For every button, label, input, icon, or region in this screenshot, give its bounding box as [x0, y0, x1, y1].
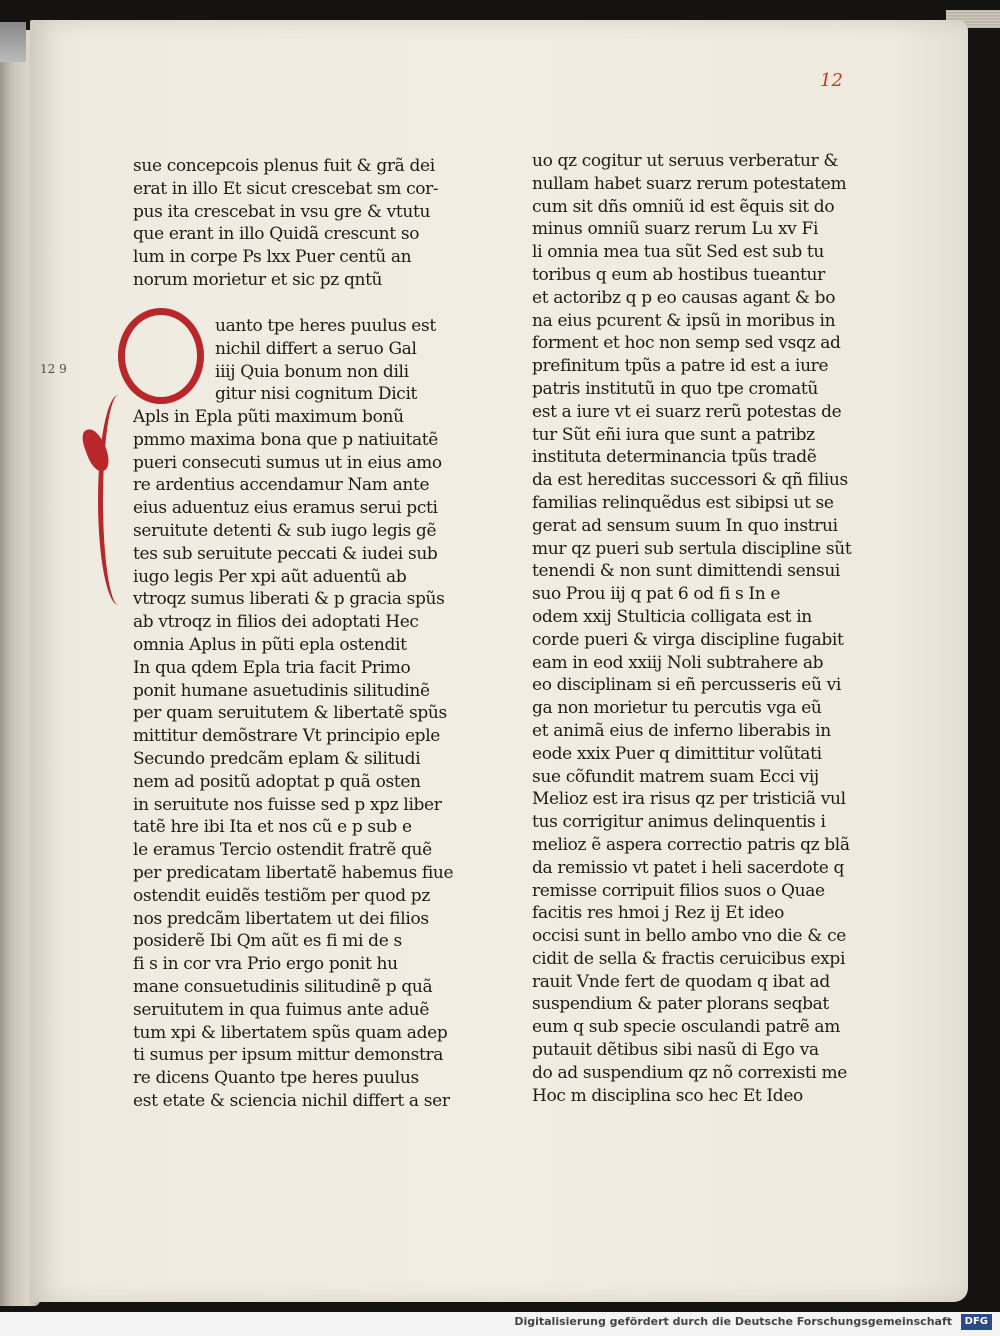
margin-note: 12 9 — [40, 362, 67, 376]
text-line: corde pueri & virga discipline fugabit — [532, 629, 844, 650]
text-line: da remissio vt patet i heli sacerdote q — [532, 857, 845, 878]
text-line: ab vtroqz in filios dei adoptati Hec — [133, 612, 419, 633]
text-line: uanto tpe heres puulus est — [215, 316, 436, 336]
text-line: In qua qdem Epla tria facit Primo — [133, 657, 411, 678]
text-line: tum xpi & libertatem spũs quam adep — [133, 1022, 448, 1043]
text-line: eam in eod xxiij Noli subtrahere ab — [532, 652, 824, 673]
text-line: mur qz pueri sub sertula discipline sũt — [532, 538, 852, 559]
text-line: gitur nisi cognitum Dicit — [215, 384, 418, 405]
text-line: nos predcãm libertatem ut dei filios — [133, 908, 429, 929]
text-line: ponit humane asuetudinis silitudinẽ — [133, 680, 430, 701]
text-line: suspendium & pater plorans seqbat — [532, 994, 829, 1015]
text-line: seruitutem in qua fuimus ante aduẽ — [133, 999, 430, 1020]
text-line: tenendi & non sunt dimittendi sensui — [532, 561, 841, 582]
text-line: forment et hoc non semp sed vsqz ad — [532, 333, 841, 354]
text-line: erat in illo Et sicut crescebat sm cor- — [133, 178, 439, 199]
text-line: et animã eius de inferno liberabis in — [532, 720, 831, 741]
text-line: eum q sub specie osculandi patrẽ am — [532, 1017, 840, 1038]
text-line: suo Prou iij q pat 6 od fi s In e — [532, 584, 781, 605]
text-line: ostendit euidẽs testiõm per quod pz — [133, 885, 430, 906]
text-line: Hoc m disciplina sco hec Et Ideo — [532, 1085, 803, 1106]
left-column-text — [133, 406, 453, 1113]
text-line: minus omniũ suarz rerum Lu xv Fi — [532, 219, 819, 240]
text-line: tur Sũt eñi iura que sunt a patribz — [532, 424, 815, 445]
text-line: per quam seruitutem & libertatẽ spũs — [133, 703, 447, 724]
text-line: Apls in Epla pũti maximum bonũ — [133, 407, 404, 427]
text-line: odem xxij Stulticia colligata est in — [532, 606, 812, 627]
text-line: est a iure vt ei suarz rerũ potestas de — [532, 401, 842, 422]
left-column-top-text — [133, 155, 438, 292]
text-line: da est hereditas successori & qñ filius — [532, 470, 848, 491]
text-line: tes sub seruitute peccati & iudei sub — [133, 543, 438, 564]
text-line: facitis res hmoi j Rez ij Et ideo — [532, 903, 784, 924]
dfg-logo: DFG — [961, 1314, 992, 1330]
text-line: iiij Quia bonum non dili — [215, 361, 409, 382]
text-line: melioz ẽ aspera correctio patris qz blã — [532, 834, 850, 855]
text-line: na eius pcurent & ipsũ in moribus in — [532, 310, 836, 331]
folio-number: 12 — [820, 70, 843, 91]
text-line: posiderẽ Ibi Qm aũt es fi mi de s — [133, 931, 402, 952]
rubricated-initial-q — [118, 308, 204, 404]
text-line: eius aduentuz eius eramus serui pcti — [133, 498, 438, 519]
text-line: cidit de sella & fractis ceruicibus expi — [532, 948, 846, 969]
text-line: do ad suspendium qz nõ correxisti me — [532, 1062, 847, 1083]
text-line: li omnia mea tua sũt Sed est sub tu — [532, 242, 825, 263]
text-line: ti sumus per ipsum mittur demonstra — [133, 1045, 444, 1066]
text-line: pueri consecuti sumus ut in eius amo — [133, 452, 442, 473]
text-line: cum sit dñs omniũ id est ẽquis sit do — [532, 196, 835, 217]
text-line: re ardentius accendamur Nam ante — [133, 475, 430, 496]
text-line: omnia Aplus in pũti epla ostendit — [133, 634, 407, 655]
funding-credit: Digitalisierung gefördert durch die Deutsche Forschungsgemeinschaft — [514, 1315, 952, 1328]
text-line: tus corrigitur animus delinquentis i — [532, 812, 826, 833]
text-line: in seruitute nos fuisse sed p xpz liber — [133, 794, 442, 815]
text-line: prefinitum tpũs a patre id est a iure — [532, 356, 829, 377]
text-line: fi s in cor vra Prio ergo ponit hu — [133, 954, 398, 975]
text-line: mane consuetudinis silitudinẽ p quã — [133, 976, 433, 997]
text-line: sue cõfundit matrem suam Ecci vij — [532, 766, 819, 787]
text-line: le eramus Tercio ostendit fratrẽ quẽ — [133, 840, 432, 861]
text-line: uo qz cogitur ut seruus verberatur & — [532, 151, 839, 171]
text-line: patris institutũ in quo tpe cromatũ — [532, 378, 818, 399]
text-line: vtroqz sumus liberati & p gracia spũs — [133, 589, 445, 610]
text-line: nem ad positũ adoptat p quã osten — [133, 771, 421, 792]
text-line: seruitute detenti & sub iugo legis gẽ — [133, 520, 437, 541]
text-line: mittitur demõstrare Vt principio eple — [133, 726, 440, 747]
text-line: putauit dẽtibus sibi nasũ di Ego va — [532, 1040, 819, 1061]
left-page-corner — [0, 22, 26, 62]
text-line: ga non morietur tu percutis vga eũ — [532, 698, 822, 719]
text-line: et actoribz q p eo causas agant & bo — [532, 287, 836, 308]
text-line: Melioz est ira risus qz per tristiciã vul — [532, 789, 846, 810]
text-line: nullam habet suarz rerum potestatem — [532, 173, 847, 194]
text-line: pus ita crescebat in vsu gre & vtutu — [133, 201, 431, 222]
text-line: Secundo predcãm eplam & silitudi — [133, 748, 421, 769]
text-line: familias relinquẽdus est sibipsi ut se — [532, 492, 834, 513]
text-line: gerat ad sensum suum In quo instrui — [532, 515, 838, 536]
text-line: lum in corpe Ps lxx Puer centũ an — [133, 247, 412, 268]
text-line: pmmo maxima bona que p natiuitatẽ — [133, 429, 438, 450]
text-line: que erant in illo Quidã crescunt so — [133, 224, 420, 245]
text-line: toribus q eum ab hostibus tueantur — [532, 264, 825, 285]
text-line: occisi sunt in bello ambo vno die & ce — [532, 926, 846, 947]
text-line: norum morietur et sic pz qntũ — [133, 269, 383, 290]
text-line: nichil differt a seruo Gal — [215, 338, 417, 359]
text-line: rauit Vnde fert de quodam q ibat ad — [532, 971, 830, 992]
text-line: eode xxix Puer q dimittitur volũtati — [532, 743, 822, 764]
left-column-initial-text — [215, 315, 436, 406]
text-line: remisse corripuit filios suos o Quae — [532, 880, 825, 901]
text-line: eo disciplinam si eñ percusseris eũ vi — [532, 675, 841, 696]
text-line: tatẽ hre ibi Ita et nos cũ e p sub e — [133, 817, 412, 838]
text-line: re dicens Quanto tpe heres puulus — [133, 1068, 419, 1089]
text-line: iugo legis Per xpi aũt aduentũ ab — [133, 566, 407, 587]
text-line: est etate & sciencia nichil differt a ser — [133, 1090, 450, 1111]
text-line: instituta determinancia tpũs tradẽ — [532, 447, 817, 468]
text-line: per predicatam libertatẽ habemus fiue — [133, 862, 454, 883]
text-line: sue concepcois plenus fuit & grã dei — [133, 156, 435, 176]
right-column-text — [532, 150, 851, 1107]
